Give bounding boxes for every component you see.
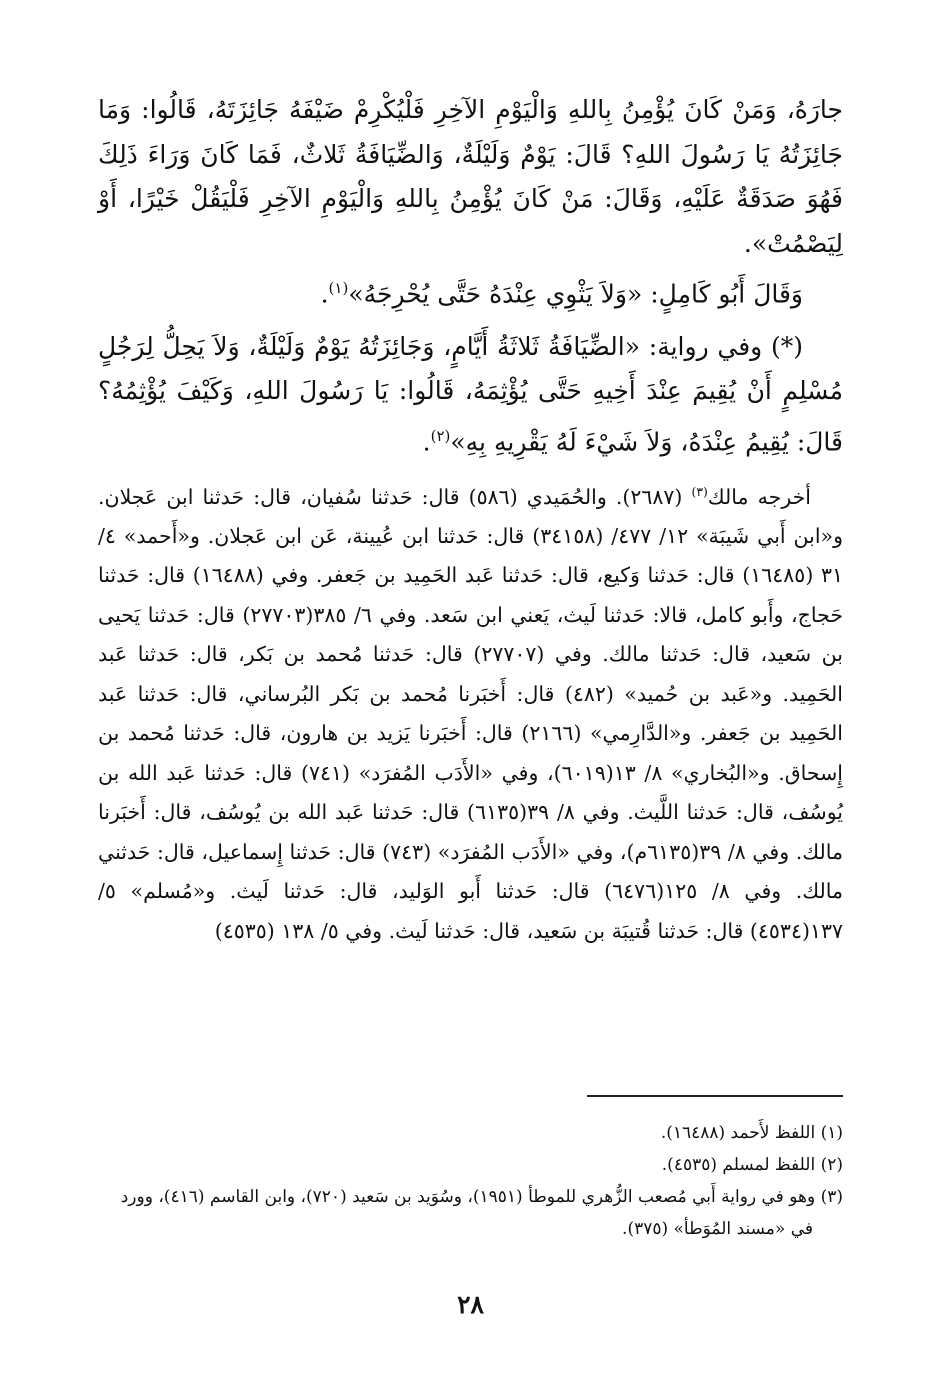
abu-kamil-variant xyxy=(98,266,843,317)
takhrij-start: أخرجه مالك xyxy=(707,484,811,509)
page-number: ٢٨ xyxy=(457,1290,484,1319)
footnote-ref-2: (٢) xyxy=(430,426,451,445)
riwaya-text: (*) وفي رواية: «الضِّيَافَةُ ثَلاثَةُ أَيَّامٍ، وَجَائِزَتُهُ يَوْمٌ وَلَيْلَةٌ، وَلاَ يَحِلُّ لِرَجُلٍ مُسْلِمٍ أَنْ يُقِيمَ عِنْدَ أَخِيهِ حَتَّى يُؤْثِمَهُ، قَالُوا: يَا رَسُولَ اللهِ، وَكَيْفَ يُؤْثِمُهُ؟ قَالَ: يُقِيمُ عِنْدَهُ، وَلاَ شَيْءَ لَهُ يَقْرِيهِ بِهِ» xyxy=(98,331,843,457)
footnote-ref-1: (١) xyxy=(328,279,349,297)
footnote-separator xyxy=(587,1095,843,1097)
takhrij-paragraph xyxy=(98,473,843,952)
main-text xyxy=(98,88,843,951)
footnote-3: (٣) وهو في رواية أَبي مُصعب الزُّهري للموطأ (١٩٥١)، وسُوَيد بن سَعيد (٧٢٠)، وابن القاسم (٤١٦)، وورد في «مسند المُوَطأ» (٣٧٥). xyxy=(120,1187,843,1239)
abu-kamil-end: . xyxy=(320,279,329,309)
footnote-ref-3: (٣) xyxy=(691,484,708,499)
footnotes xyxy=(98,1117,843,1245)
riwaya-end: . xyxy=(422,427,431,457)
hadith-continuation xyxy=(98,88,843,266)
hadith-lead-text: جارَهُ، وَمَنْ كَانَ يُؤْمِنُ بِاللهِ وَالْيَوْمِ الآخِرِ فَلْيُكْرِمْ ضَيْفَهُ جَائِزَتَهُ، قَالُوا: وَمَا جَائِزَتُهُ يَا رَسُولَ اللهِ؟ قَالَ: يَوْمٌ وَلَيْلَةٌ، وَالضِّيَافَةُ ثَلاثٌ، فَمَا كَانَ وَرَاءَ ذَلِكَ فَهُوَ صَدَقَةٌ عَلَيْهِ، وَقَالَ: مَنْ كَانَ يُؤْمِنُ بِاللهِ وَالْيَوْمِ الآخِرِ فَلْيَقُلْ خَيْرًا، أَوْ لِيَصْمُتْ». xyxy=(98,95,843,258)
footnote-1: (١) اللفظ لأَحمد (١٦٤٨٨). xyxy=(660,1123,843,1143)
takhrij-rest: (٢٦٨٧). والحُمَيدي (٥٨٦) قال: حَدثنا سُفيان، قال: حَدثنا ابن عَجلان. و«ابن أَبي شَيبَة» ١٢/ ٤٧٧/ (٣٤١٥٨) قال: حَدثنا ابن عُيينة، عَن ابن عَجلان. و«أَحمد» ٤/ ٣١ (١٦٤٨٥) قال: حَدثنا وَكيع، قال: حَدثنا عَبد الحَمِيد بن جَعفر. وفي (١٦٤٨٨) قال: حَدثنا حَجاج، وأَبو كامل، قالا: حَدثنا لَيث، يَعني ابن سَعد. وفي ٦/ ٣٨٥(٢٧٧٠٣) قال: حَدثنا يَحيى بن سَعيد، قال: حَدثنا مالك. وفي (٢٧٧٠٧) قال: حَدثنا مُحمد بن بَكر، قال: حَدثنا عَبد الحَمِيد. و«عَبد بن حُميد» (٤٨٢) قال: أَخبَرنا مُحمد بن بَكر البُرساني، قال: حَدثنا عَبد الحَمِيد بن جَعفر. و«الدَّارِمي» (٢١٦٦) قال: أَخبَرنا يَزيد بن هارون، قال: حَدثنا مُحمد بن إِسحاق. و«البُخاري» ٨/ ١٣(٦٠١٩)، وفي «الأَدَب المُفرَد» (٧٤١) قال: حَدثنا عَبد الله بن يُوسُف، قال: حَدثنا اللَّيث. وفي ٨/ ٣٩(٦١٣٥) قال: حَدثنا عَبد الله بن يُوسُف، قال: أَخبَرنا مالك. وفي ٨/ ٣٩(٦١٣٥م)، وفي «الأَدَب المُفرَد» (٧٤٣) قال: حَدثنا إِسماعيل، قال: حَدثني مالك. وفي ٨/ ١٢٥(٦٤٧٦) قال: حَدثنا أَبو الوَليد، قال: حَدثنا لَيث. و«مُسلم» ٥/ ١٣٧(٤٥٣٤) قال: حَدثنا قُتيبَة بن سَعيد، قال: حَدثنا لَيث. وفي ٥/ ١٣٨ (٤٥٣٥) xyxy=(98,484,844,943)
footnote-2: (٢) اللفظ لمسلم (٤٥٣٥). xyxy=(661,1155,843,1175)
abu-kamil-text: وَقَالَ أَبُو كَامِلٍ: «وَلاَ يَثْوِي عِنْدَهُ حَتَّى يُحْرِجَهُ» xyxy=(348,279,803,309)
riwaya-variant xyxy=(98,325,843,465)
